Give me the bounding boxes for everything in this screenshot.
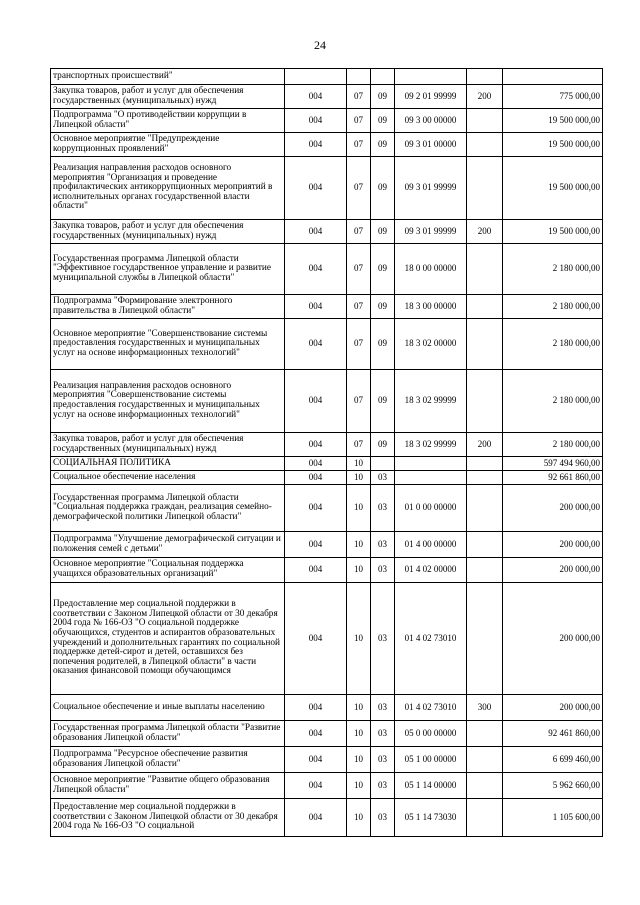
row-name-cell: Реализация направления расходов основного мероприятия "Организация и проведение профилактических антикоррупционных мероприятий в исполнительных органах государственной власти области" xyxy=(51,157,285,220)
row-subsection-cell: 09 xyxy=(371,157,395,220)
table-row xyxy=(51,370,603,433)
row-ministry-cell: 004 xyxy=(285,695,347,721)
row-name-cell: Подпрограмма "Улучшение демографической ситуации и положения семей с детьми" xyxy=(51,532,285,558)
row-target-article-cell: 09 3 00 00000 xyxy=(395,109,467,133)
row-subsection-cell xyxy=(371,69,395,85)
table-row xyxy=(51,109,603,133)
row-section-cell: 10 xyxy=(347,558,371,583)
table-row xyxy=(51,799,603,837)
row-section-cell: 10 xyxy=(347,695,371,721)
row-target-article-cell: 09 3 01 99999 xyxy=(395,220,467,244)
row-section-cell: 07 xyxy=(347,220,371,244)
row-expense-type-cell xyxy=(467,319,503,370)
row-ministry-cell: 004 xyxy=(285,295,347,319)
row-subsection-cell xyxy=(371,457,395,471)
row-subsection-cell: 09 xyxy=(371,295,395,319)
row-target-article-cell xyxy=(395,69,467,85)
row-section-cell: 07 xyxy=(347,370,371,433)
row-expense-type-cell xyxy=(467,558,503,583)
row-section-cell: 10 xyxy=(347,773,371,799)
row-ministry-cell: 004 xyxy=(285,721,347,747)
row-subsection-cell: 09 xyxy=(371,319,395,370)
row-name-cell: Подпрограмма "Ресурсное обеспечение развития образования Липецкой области" xyxy=(51,747,285,773)
row-name-cell: Государственная программа Липецкой области "Эффективное государственное управление и развитие муниципальной службы в Липецкой области" xyxy=(51,244,285,295)
row-ministry-cell: 004 xyxy=(285,85,347,109)
row-section-cell: 10 xyxy=(347,457,371,471)
row-amount-cell: 2 180 000,00 xyxy=(503,319,603,370)
row-target-article-cell: 18 0 00 00000 xyxy=(395,244,467,295)
row-amount-cell: 19 500 000,00 xyxy=(503,157,603,220)
row-name-cell: Государственная программа Липецкой области "Социальная поддержка граждан, реализация семейно-демографической политики Липецкой области" xyxy=(51,485,285,532)
row-subsection-cell: 03 xyxy=(371,471,395,485)
table-row xyxy=(51,773,603,799)
row-amount-cell: 200 000,00 xyxy=(503,532,603,558)
row-ministry-cell: 004 xyxy=(285,133,347,157)
row-expense-type-cell xyxy=(467,457,503,471)
row-expense-type-cell xyxy=(467,370,503,433)
row-ministry-cell: 004 xyxy=(285,471,347,485)
row-subsection-cell: 09 xyxy=(371,85,395,109)
row-ministry-cell: 004 xyxy=(285,799,347,837)
row-expense-type-cell xyxy=(467,295,503,319)
row-target-article-cell: 05 1 14 73030 xyxy=(395,799,467,837)
table-row xyxy=(51,319,603,370)
row-amount-cell: 92 461 860,00 xyxy=(503,721,603,747)
row-name-cell: Социальное обеспечение и иные выплаты населению xyxy=(51,695,285,721)
row-expense-type-cell: 300 xyxy=(467,695,503,721)
row-subsection-cell: 03 xyxy=(371,695,395,721)
row-amount-cell: 1 105 600,00 xyxy=(503,799,603,837)
row-ministry-cell: 004 xyxy=(285,773,347,799)
row-amount-cell: 2 180 000,00 xyxy=(503,433,603,457)
row-target-article-cell: 05 0 00 00000 xyxy=(395,721,467,747)
row-ministry-cell: 004 xyxy=(285,558,347,583)
row-expense-type-cell: 200 xyxy=(467,85,503,109)
row-section-cell: 07 xyxy=(347,433,371,457)
row-name-cell: Подпрограмма "Формирование электронного правительства в Липецкой области" xyxy=(51,295,285,319)
row-expense-type-cell xyxy=(467,721,503,747)
row-subsection-cell: 03 xyxy=(371,721,395,747)
table-row xyxy=(51,69,603,85)
row-target-article-cell: 18 3 02 99999 xyxy=(395,433,467,457)
row-section-cell: 07 xyxy=(347,157,371,220)
row-expense-type-cell: 200 xyxy=(467,433,503,457)
row-amount-cell: 6 699 460,00 xyxy=(503,747,603,773)
row-expense-type-cell xyxy=(467,69,503,85)
row-subsection-cell: 03 xyxy=(371,532,395,558)
row-subsection-cell: 03 xyxy=(371,773,395,799)
row-expense-type-cell xyxy=(467,747,503,773)
row-amount-cell: 92 661 860,00 xyxy=(503,471,603,485)
row-name-cell: Социальное обеспечение населения xyxy=(51,471,285,485)
table-row xyxy=(51,457,603,471)
row-subsection-cell: 09 xyxy=(371,220,395,244)
row-ministry-cell: 004 xyxy=(285,220,347,244)
row-expense-type-cell xyxy=(467,799,503,837)
row-ministry-cell: 004 xyxy=(285,485,347,532)
row-name-cell: Основное мероприятие "Совершенствование системы предоставления государственных и муниципальных услуг на основе информационных технологий" xyxy=(51,319,285,370)
table-row xyxy=(51,485,603,532)
row-name-cell: Основное мероприятие "Социальная поддержка учащихся образовательных организаций" xyxy=(51,558,285,583)
table-row xyxy=(51,433,603,457)
row-name-cell: СОЦИАЛЬНАЯ ПОЛИТИКА xyxy=(51,457,285,471)
row-name-cell: Подпрограмма "О противодействии коррупции в Липецкой области" xyxy=(51,109,285,133)
row-target-article-cell: 09 3 01 00000 xyxy=(395,133,467,157)
row-amount-cell: 19 500 000,00 xyxy=(503,220,603,244)
row-section-cell: 07 xyxy=(347,85,371,109)
row-section-cell: 07 xyxy=(347,244,371,295)
row-target-article-cell: 01 4 02 73010 xyxy=(395,583,467,695)
row-subsection-cell: 03 xyxy=(371,558,395,583)
row-section-cell: 10 xyxy=(347,471,371,485)
row-amount-cell: 2 180 000,00 xyxy=(503,370,603,433)
row-target-article-cell: 18 3 02 99999 xyxy=(395,370,467,433)
row-amount-cell xyxy=(503,69,603,85)
budget-table xyxy=(50,68,603,837)
row-name-cell: Закупка товаров, работ и услуг для обеспечения государственных (муниципальных) нужд xyxy=(51,220,285,244)
row-subsection-cell: 03 xyxy=(371,583,395,695)
row-target-article-cell: 05 1 00 00000 xyxy=(395,747,467,773)
row-subsection-cell: 03 xyxy=(371,747,395,773)
row-expense-type-cell: 200 xyxy=(467,220,503,244)
row-target-article-cell xyxy=(395,457,467,471)
table-row xyxy=(51,747,603,773)
row-amount-cell: 775 000,00 xyxy=(503,85,603,109)
row-subsection-cell: 03 xyxy=(371,485,395,532)
table-row xyxy=(51,220,603,244)
row-expense-type-cell xyxy=(467,157,503,220)
table-row xyxy=(51,471,603,485)
row-target-article-cell xyxy=(395,471,467,485)
row-expense-type-cell xyxy=(467,583,503,695)
row-ministry-cell: 004 xyxy=(285,583,347,695)
row-name-cell: Реализация направления расходов основного мероприятия "Совершенствование системы предоставления государственных и муниципальных услуг на основе информационных технологий" xyxy=(51,370,285,433)
row-ministry-cell: 004 xyxy=(285,109,347,133)
row-amount-cell: 2 180 000,00 xyxy=(503,244,603,295)
row-name-cell: Основное мероприятие "Предупреждение коррупционных проявлений" xyxy=(51,133,285,157)
row-section-cell: 10 xyxy=(347,532,371,558)
row-expense-type-cell xyxy=(467,532,503,558)
page-number: 24 xyxy=(314,38,326,52)
table-row xyxy=(51,532,603,558)
row-target-article-cell: 05 1 14 00000 xyxy=(395,773,467,799)
row-subsection-cell: 09 xyxy=(371,370,395,433)
row-section-cell: 10 xyxy=(347,721,371,747)
row-subsection-cell: 09 xyxy=(371,244,395,295)
row-amount-cell: 5 962 660,00 xyxy=(503,773,603,799)
row-subsection-cell: 09 xyxy=(371,433,395,457)
row-ministry-cell: 004 xyxy=(285,157,347,220)
row-ministry-cell: 004 xyxy=(285,747,347,773)
row-amount-cell: 597 494 960,00 xyxy=(503,457,603,471)
row-name-cell: Закупка товаров, работ и услуг для обеспечения государственных (муниципальных) нужд xyxy=(51,85,285,109)
row-target-article-cell: 01 0 00 00000 xyxy=(395,485,467,532)
row-expense-type-cell xyxy=(467,244,503,295)
row-amount-cell: 200 000,00 xyxy=(503,695,603,721)
row-ministry-cell xyxy=(285,69,347,85)
row-amount-cell: 200 000,00 xyxy=(503,558,603,583)
row-section-cell: 10 xyxy=(347,799,371,837)
row-section-cell: 10 xyxy=(347,747,371,773)
row-expense-type-cell xyxy=(467,485,503,532)
row-target-article-cell: 01 4 00 00000 xyxy=(395,532,467,558)
row-ministry-cell: 004 xyxy=(285,370,347,433)
table-row xyxy=(51,133,603,157)
row-amount-cell: 200 000,00 xyxy=(503,485,603,532)
table-row xyxy=(51,695,603,721)
table-row xyxy=(51,721,603,747)
row-section-cell xyxy=(347,69,371,85)
table-row xyxy=(51,295,603,319)
row-name-cell: Предоставление мер социальной поддержки в соответствии с Законом Липецкой области от 30 декабря 2004 года № 166-ОЗ "О социальной поддержке обучающихся, студентов и аспирантов образовательных учреждений и дополнительных гарантиях по социальной поддержке детей-сирот и детей, оставшихся без попечения родителей, в Липецкой области" в части оказания финансовой помощи обучающимся xyxy=(51,583,285,695)
row-amount-cell: 19 500 000,00 xyxy=(503,109,603,133)
row-expense-type-cell xyxy=(467,109,503,133)
row-section-cell: 07 xyxy=(347,319,371,370)
row-amount-cell: 19 500 000,00 xyxy=(503,133,603,157)
row-ministry-cell: 004 xyxy=(285,319,347,370)
row-name-cell: транспортных происшествий" xyxy=(51,69,285,85)
row-name-cell: Закупка товаров, работ и услуг для обеспечения государственных (муниципальных) нужд xyxy=(51,433,285,457)
row-section-cell: 07 xyxy=(347,295,371,319)
row-name-cell: Основное мероприятие "Развитие общего образования Липецкой области" xyxy=(51,773,285,799)
row-target-article-cell: 01 4 02 73010 xyxy=(395,695,467,721)
row-section-cell: 07 xyxy=(347,133,371,157)
row-target-article-cell: 09 3 01 99999 xyxy=(395,157,467,220)
row-subsection-cell: 09 xyxy=(371,109,395,133)
row-expense-type-cell xyxy=(467,133,503,157)
row-target-article-cell: 09 2 01 99999 xyxy=(395,85,467,109)
row-name-cell: Государственная программа Липецкой области "Развитие образования Липецкой области" xyxy=(51,721,285,747)
table-row xyxy=(51,558,603,583)
row-ministry-cell: 004 xyxy=(285,244,347,295)
row-name-cell: Предоставление мер социальной поддержки в соответствии с Законом Липецкой области от 30 декабря 2004 года № 166-ОЗ "О социальной xyxy=(51,799,285,837)
row-amount-cell: 200 000,00 xyxy=(503,583,603,695)
row-subsection-cell: 09 xyxy=(371,133,395,157)
row-subsection-cell: 03 xyxy=(371,799,395,837)
row-section-cell: 07 xyxy=(347,109,371,133)
row-section-cell: 10 xyxy=(347,583,371,695)
row-ministry-cell: 004 xyxy=(285,457,347,471)
table-row xyxy=(51,244,603,295)
row-target-article-cell: 18 3 00 00000 xyxy=(395,295,467,319)
row-target-article-cell: 01 4 02 00000 xyxy=(395,558,467,583)
table-row xyxy=(51,583,603,695)
row-expense-type-cell xyxy=(467,471,503,485)
row-section-cell: 10 xyxy=(347,485,371,532)
row-expense-type-cell xyxy=(467,773,503,799)
row-ministry-cell: 004 xyxy=(285,433,347,457)
row-amount-cell: 2 180 000,00 xyxy=(503,295,603,319)
table-row xyxy=(51,85,603,109)
row-ministry-cell: 004 xyxy=(285,532,347,558)
row-target-article-cell: 18 3 02 00000 xyxy=(395,319,467,370)
table-row xyxy=(51,157,603,220)
